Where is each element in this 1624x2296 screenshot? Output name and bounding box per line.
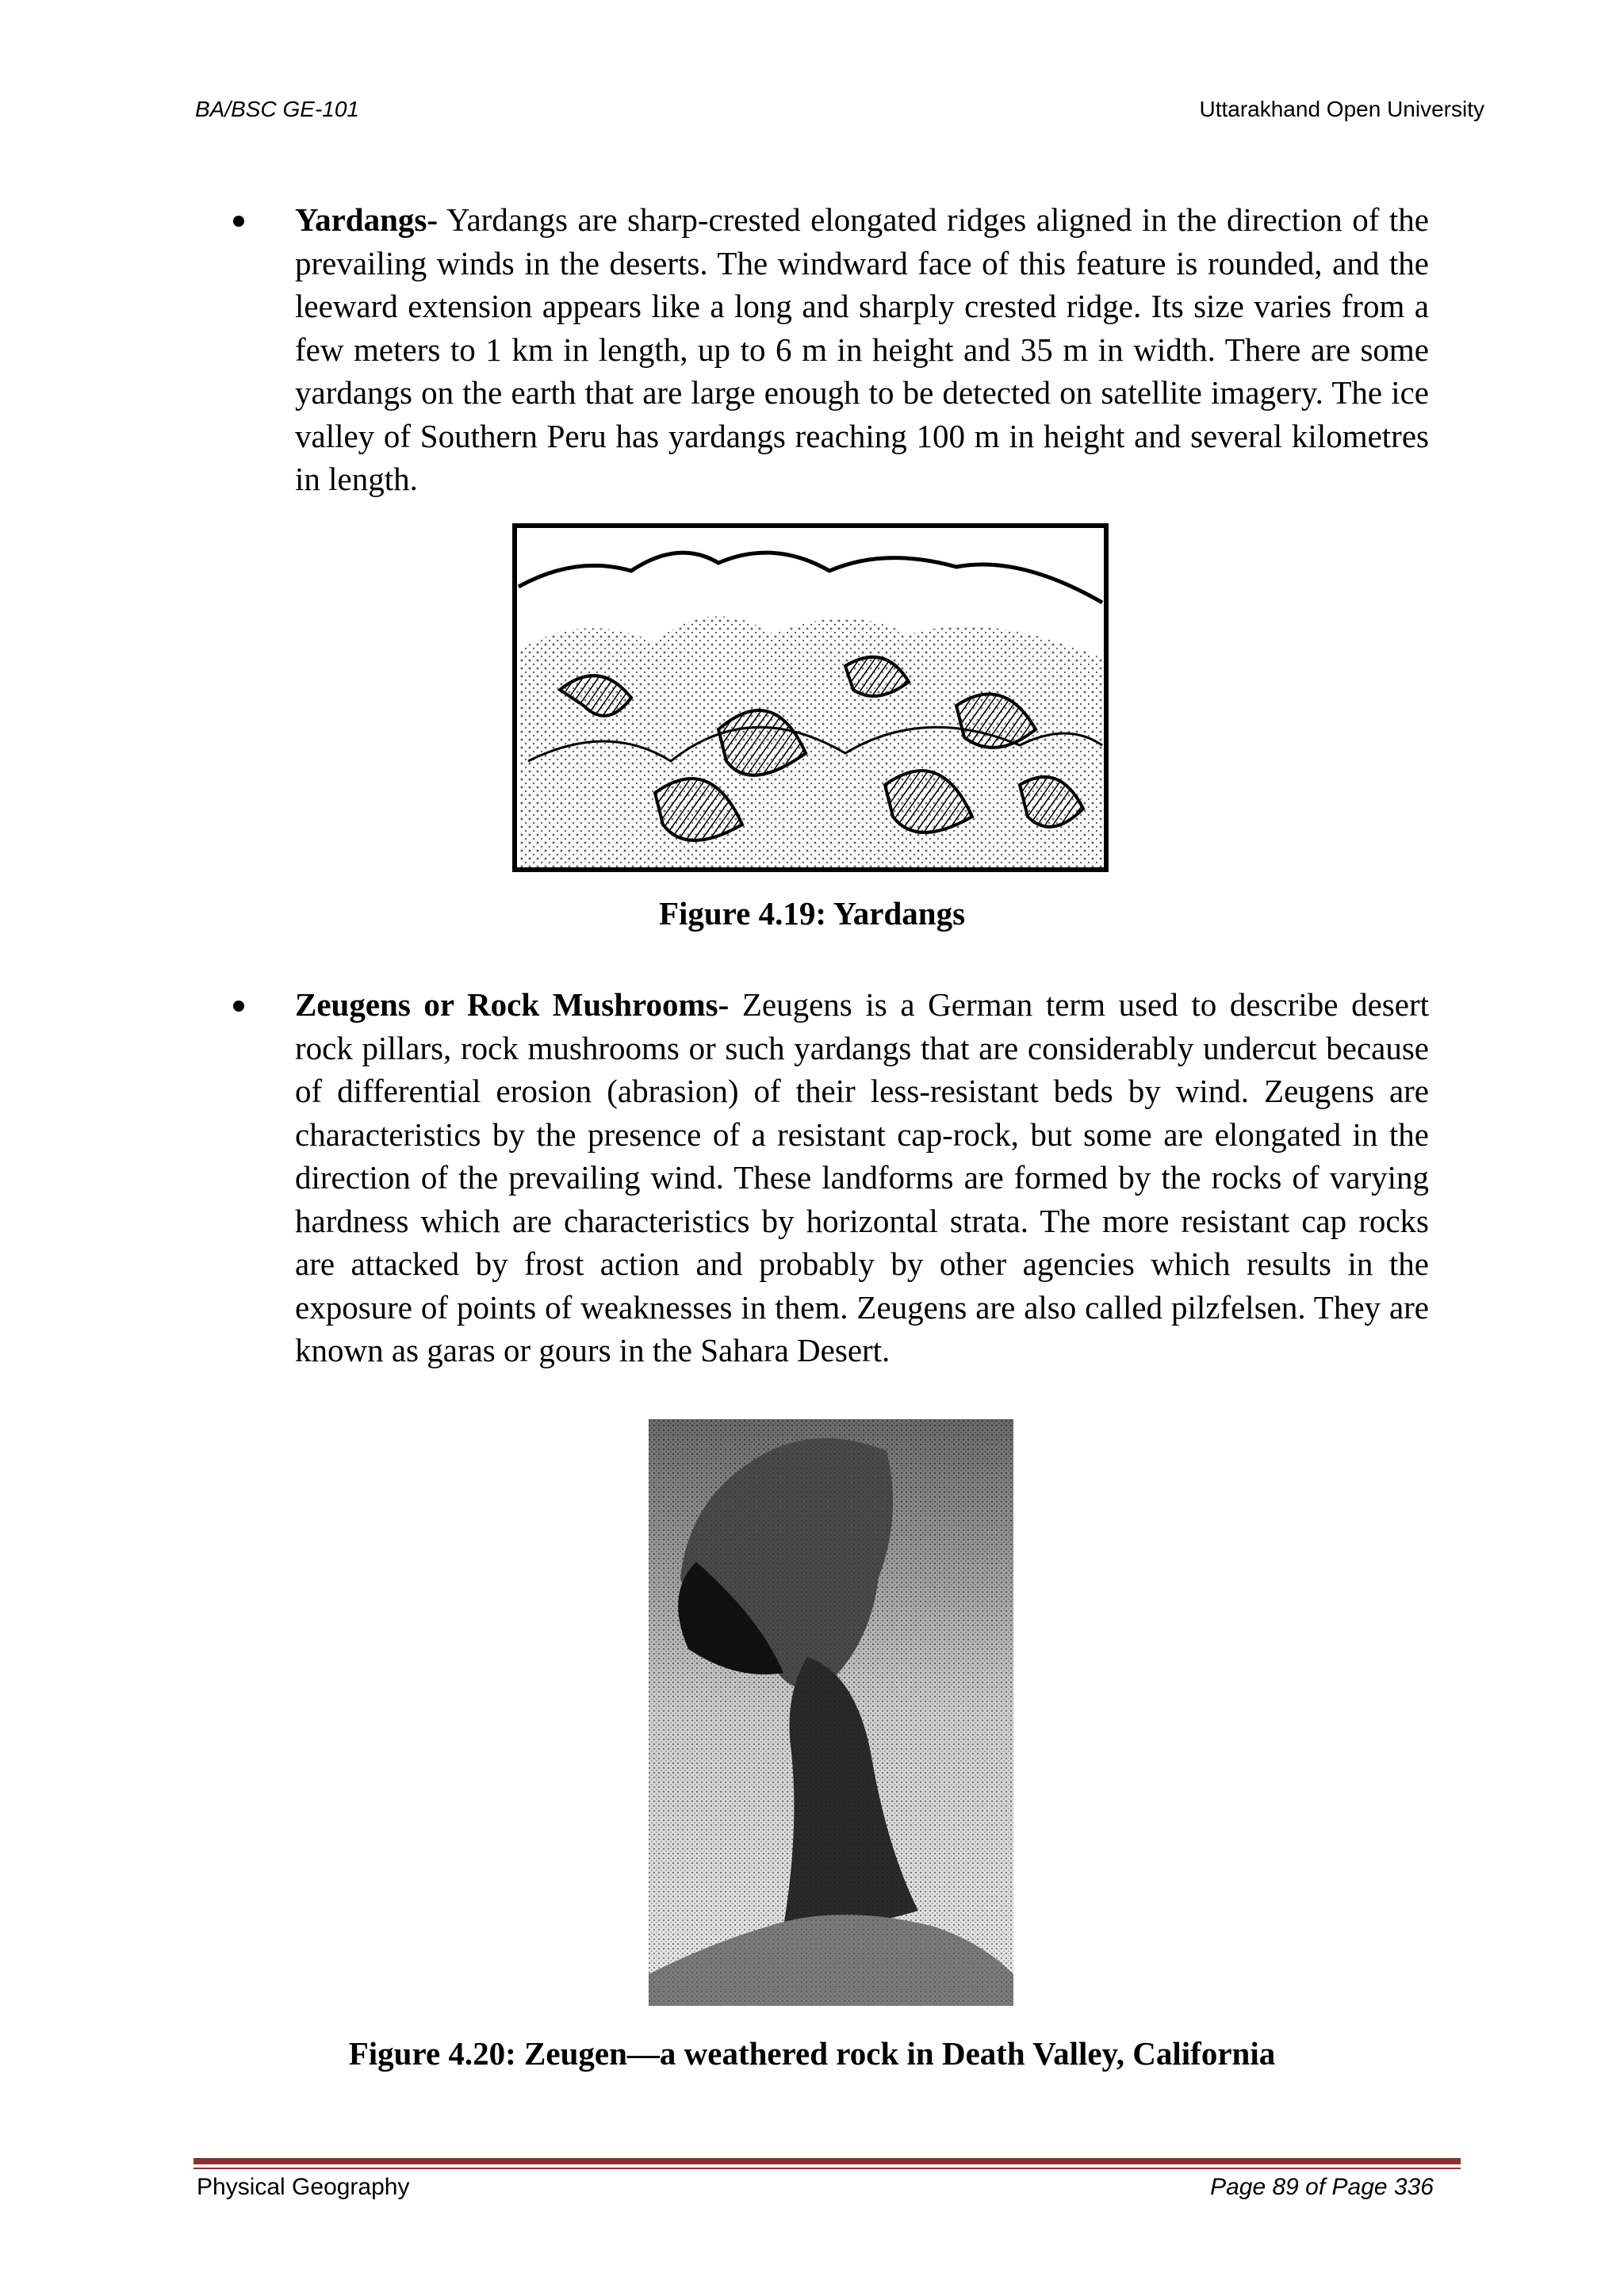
- yardangs-figure: [512, 523, 1109, 872]
- section-zeugens: [238, 983, 1429, 1372]
- header-course-code: BA/BSC GE-101: [195, 97, 359, 121]
- footer-rule-thin: [193, 2168, 1461, 2169]
- footer-page-number: Page 89 of Page 336: [1210, 2174, 1434, 2200]
- yardangs-paragraph: [295, 198, 1429, 501]
- bullet-icon: [233, 1001, 244, 1012]
- zeugen-figure: [649, 1419, 1013, 2006]
- footer-rule: [193, 2158, 1461, 2164]
- section-yardangs: [238, 198, 1429, 501]
- term-zeugens: Zeugens or Rock Mushrooms-: [295, 986, 730, 1023]
- zeugen-photo-image: [649, 1419, 1013, 2006]
- yardangs-text: Yardangs are sharp-crested elongated ridges aligned in the direction of the prevailing winds in the deserts. The windward face of this feature is rounded, and the leeward extension appears like a long and sharply crested ridge. Its size varies from a few meters to 1 km in length, up to 6 m in height and 35 m in width. There are some yardangs on the earth that are large enough to be detected on satellite imagery. The ice valley of Southern Peru has yardangs reaching 100 m in height and several kilometres in length.: [295, 201, 1429, 497]
- zeugens-paragraph: [295, 983, 1429, 1372]
- term-yardangs: Yardangs-: [295, 201, 438, 238]
- header-university: Uttarakhand Open University: [1199, 97, 1484, 121]
- zeugens-text: Zeugens is a German term used to describe desert rock pillars, rock mushrooms or such yardangs that are considerably undercut because of differential erosion (abrasion) of their less-resistant beds by wind. Zeugens are characteristics by the presence of a resistant cap-rock, but some are elongated in the direction of the prevailing wind. These landforms are formed by the rocks of varying hardness which are characteristics by horizontal strata. The more resistant cap rocks are attacked by frost action and probably by other agencies which results in the exposure of points of weaknesses in them. Zeugens are also called pilzfelsen. They are known as garas or gours in the Sahara Desert.: [295, 986, 1429, 1368]
- yardangs-sketch-image: [512, 523, 1109, 872]
- bullet-icon: [233, 216, 244, 227]
- figure-4-20-caption: Figure 4.20: Zeugen—a weathered rock in Death Valley, California: [348, 2035, 1276, 2072]
- figure-4-19-caption: Figure 4.19: Yardangs: [658, 895, 966, 932]
- footer-subject: Physical Geography: [197, 2174, 410, 2200]
